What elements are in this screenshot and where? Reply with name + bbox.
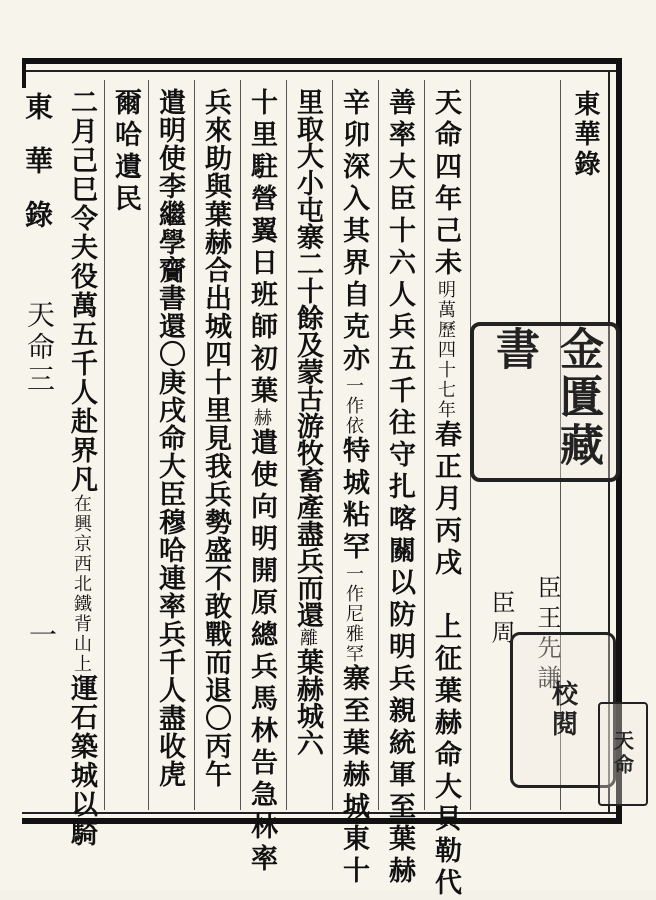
main-text: 遣明使李繼學齎書還〇庚戌命大臣穆哈連率兵千人盡收虎 [154,88,185,788]
inline-note: 一作尼雅罕 [343,564,364,664]
main-text: 遣使向明開原總兵馬林告急林率 [246,428,277,876]
column-divider [378,80,379,810]
column-divider [104,80,105,810]
text-column-3 [336,88,370,888]
text-column-4 [290,88,324,756]
seal-text: 天命 [610,730,635,778]
text-column-5 [244,88,278,876]
seal-text: 校閱 [547,680,578,740]
main-text: 善率大臣十六人兵五千往守扎喀關以防明兵親統軍至葉赫 [384,88,415,888]
gutter-book-title: 東華錄 [21,92,54,254]
main-text: 運石築城以騎 [66,674,97,848]
inline-note: 離 [297,628,318,648]
frame-rule-top [22,58,620,64]
frame-rule-bottom [22,818,622,824]
main-text: 里取大小屯寨二十餘及蒙古游牧畜產盡兵而還 [292,88,323,628]
running-title: 東華錄 [570,90,600,180]
collector-seal-edge [598,702,648,806]
main-text: 二月己巳令夫役萬五千人赴界凡 [66,88,97,494]
main-text: 兵來助與葉赫合出城四十里見我兵勢盛不敢戰而退〇丙午 [200,88,231,788]
gutter-page-number: 一 [25,620,58,652]
frame-rule-left [22,58,26,88]
inline-note: 一作依 [343,376,364,436]
main-text: 辛卯深入其界自克亦 [338,88,369,376]
text-column-2 [382,88,416,888]
text-column-9 [64,88,98,848]
main-text: 天命四年己未 [430,88,461,280]
main-text: 寨至葉赫城東十 [338,664,369,888]
credit-line-2: 臣周 [487,590,515,650]
main-text: 葉赫城六 [292,648,323,756]
text-column-7 [152,88,186,788]
column-divider [148,80,149,810]
main-text: 十里駐營翼日班師初葉 [246,88,277,408]
column-divider [286,80,287,810]
main-text: 春正月丙戌 上征葉赫命大貝勒代 [430,420,461,900]
inline-note: 明萬歷四十七年 [435,280,456,420]
text-column-6 [198,88,232,788]
main-text: 爾哈遺民 [110,88,141,216]
inline-note: 赫 [251,408,272,428]
column-divider [194,80,195,810]
column-divider [332,80,333,810]
inline-note: 在興京西北鐵背山上 [71,494,92,674]
seal-text: 金匱藏書 [488,326,603,470]
credit-line-1: 臣王先謙 [533,575,561,695]
column-divider [240,80,241,810]
text-column-8 [108,88,142,216]
main-text: 特城粘罕 [338,436,369,564]
frame-rule-bottom-inner [22,812,622,814]
collector-seal-large [470,322,620,482]
gutter-reign: 天命三 [23,300,56,396]
column-divider [424,80,425,810]
frame-rule-top-inner [22,70,620,72]
text-column-1 [428,88,462,900]
